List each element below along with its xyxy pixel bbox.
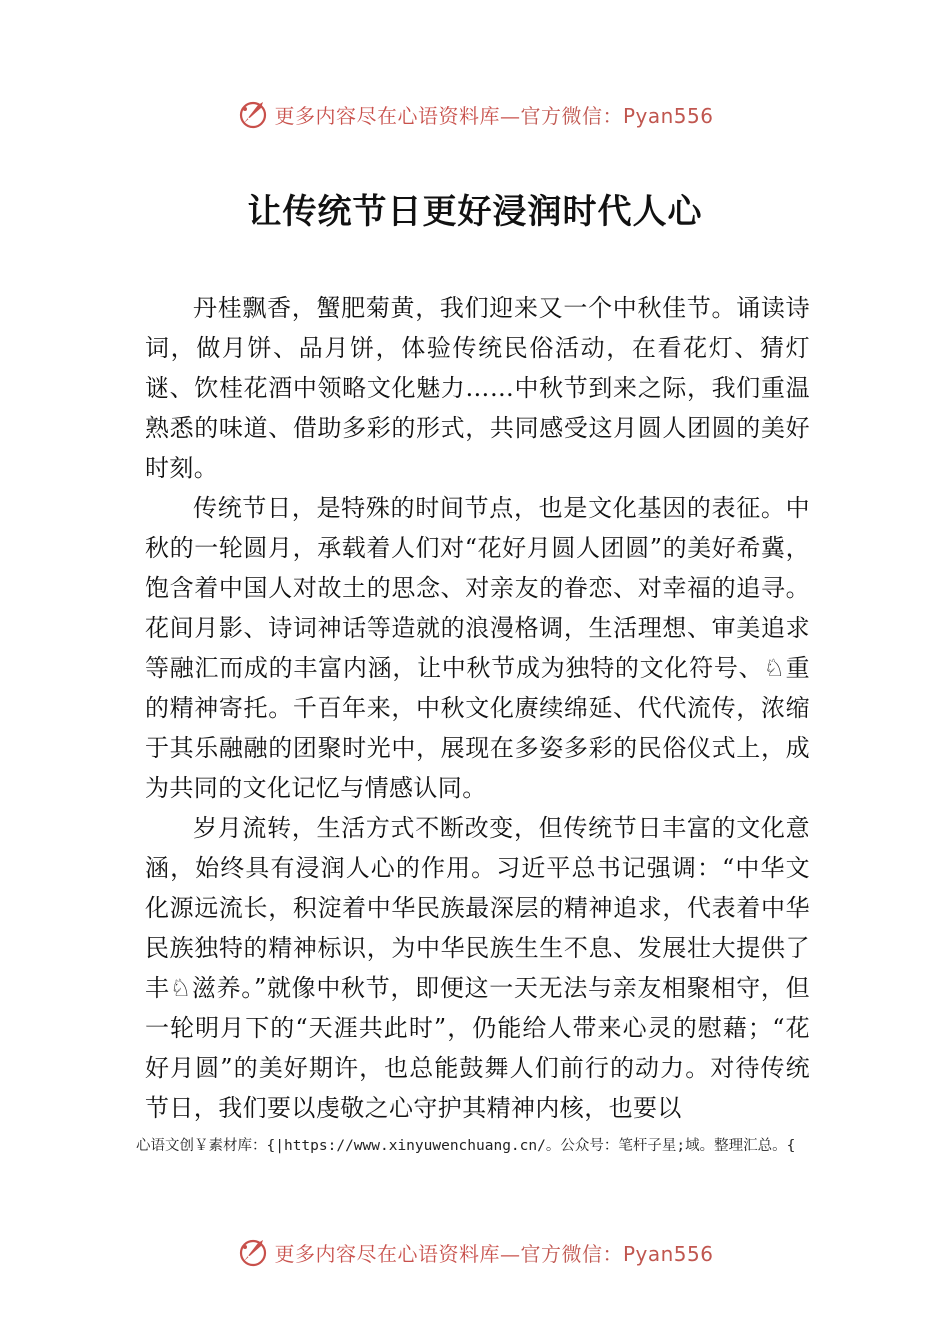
banner-main-text: 更多内容尽在心语资料库— [274, 1241, 521, 1266]
article-body [145, 288, 810, 1128]
paragraph-3: 岁月流转，生活方式不断改变，但传统节日丰富的文化意涵，始终具有浸润人心的作用。习近平总书记强调：“中华文化源远流长，积淀着中华民族最深层的精神追求，代表着中华民族独特的精神标识，为中华民族生生不息、发展壮大提供了丰♘滋养。”就像中秋节，即便这一天无法与亲友相聚相守，但一轮明月下的“天涯共此时”，仍能给人带来心灵的慰藉；“花好月圆”的美好期许，也总能鼓舞人们前行的动力。对待传统节日，我们要以虔敬之心守护其精神内核，也要以 [145, 814, 810, 1122]
quill-pen-logo-icon [236, 1235, 270, 1269]
banner-text [274, 1238, 713, 1267]
document-title: 让传统节日更好浸润时代人心 [247, 192, 703, 232]
banner-wechat-text: 官方微信：Pyan556 [520, 1241, 714, 1266]
paragraph-2: 传统节日，是特殊的时间节点，也是文化基因的表征。中秋的一轮圆月，承载着人们对“花好月圆人团圆”的美好希冀，饱含着中国人对故土的思念、对亲友的眷恋、对幸福的追寻。花间月影、诗词神话等造就的浪漫格调，生活理想、审美追求等融汇而成的丰富内涵，让中秋节成为独特的文化符号、♘重的精神寄托。千百年来，中秋文化赓续绵延、代代流传，浓缩于其乐融融的团聚时光中，展现在多姿多彩的民俗仪式上，成为共同的文化记忆与情感认同。 [145, 494, 810, 802]
source-note: 心语文创￥素材库：{|https://www.xinyuwenchuang.cn/。公众号：笔杆子星;域。整理汇总。{ [136, 1138, 796, 1154]
banner-wechat-text: 官方微信：Pyan556 [520, 103, 714, 128]
header-banner [0, 94, 950, 134]
paragraph-1: 丹桂飘香，蟹肥菊黄，我们迎来又一个中秋佳节。诵读诗词，做月饼、品月饼，体验传统民俗活动，在看花灯、猜灯谜、饮桂花酒中领略文化魅力……中秋节到来之际，我们重温熟悉的味道、借助多彩的形式，共同感受这月圆人团圆的美好时刻。 [145, 294, 810, 482]
footer-banner [0, 1232, 950, 1272]
banner-text [274, 100, 713, 129]
quill-pen-logo-icon [236, 97, 270, 131]
banner-main-text: 更多内容尽在心语资料库— [274, 103, 521, 128]
